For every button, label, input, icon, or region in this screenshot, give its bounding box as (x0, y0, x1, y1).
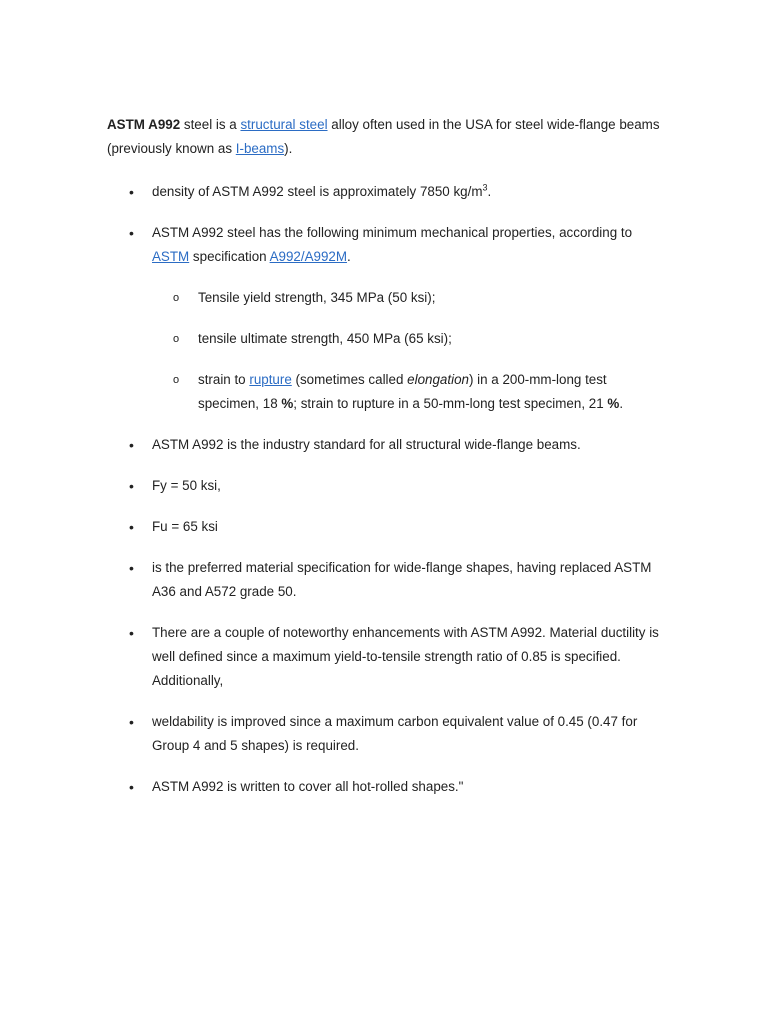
mechanical-text-2: specification (189, 249, 270, 264)
bullet-marker: • (129, 560, 134, 576)
sub-bullet-marker: o (173, 292, 180, 304)
mechanical-sub-list (152, 286, 667, 416)
sub-bullet-marker: o (173, 374, 180, 386)
rupture-link[interactable]: rupture (249, 372, 292, 387)
ultimate-strength-text: tensile ultimate strength, 450 MPa (65 ksi); (198, 331, 452, 346)
intro-text-2: alloy often used in the USA for steel wide-flange beams (previously known as (107, 117, 660, 156)
fy-text: Fy = 50 ksi, (152, 478, 221, 493)
mechanical-text-3: . (347, 249, 351, 264)
hot-rolled-text: ASTM A992 is written to cover all hot-rolled shapes." (152, 779, 464, 794)
density-text: density of ASTM A992 steel is approximately 7850 kg/m (152, 184, 483, 199)
list-item-hot-rolled (107, 775, 667, 799)
list-item-weldability (107, 710, 667, 758)
intro-text-1: steel is a (180, 117, 241, 132)
list-item-industry-standard (107, 433, 667, 457)
yield-strength-text: Tensile yield strength, 345 MPa (50 ksi); (198, 290, 436, 305)
strain-text-4: ; strain to rupture in a 50-mm-long test specimen, 21 (293, 396, 608, 411)
sub-item-strain-to-rupture (152, 368, 667, 416)
percent-sign: % (281, 396, 294, 411)
bullet-marker: • (129, 478, 134, 494)
enhancements-text: There are a couple of noteworthy enhancements with ASTM A992. Material ductility is well defined since a maximum yield-to-tensile strength ratio of 0.85 is specified. Additionally, (152, 625, 659, 688)
weldability-text: weldability is improved since a maximum carbon equivalent value of 0.45 (0.47 for Group 4 and 5 shapes) is required. (152, 714, 638, 753)
bullet-marker: • (129, 519, 134, 535)
preferred-material-text: is the preferred material specification for wide-flange shapes, having replaced ASTM A36 and A572 grade 50. (152, 560, 652, 599)
list-item-enhancements (107, 621, 667, 693)
sub-item-yield-strength (152, 286, 667, 310)
bullet-marker: • (129, 779, 134, 795)
astm-link[interactable]: ASTM (152, 249, 190, 264)
i-beams-link[interactable]: I-beams (235, 141, 285, 156)
list-item-preferred-material (107, 556, 667, 604)
bullet-marker: • (129, 225, 134, 241)
list-item-mechanical-properties (107, 221, 667, 416)
industry-standard-text: ASTM A992 is the industry standard for all structural wide-flange beams. (152, 437, 581, 452)
list-item-fu (107, 515, 667, 539)
percent-sign: % (607, 396, 620, 411)
fu-text: Fu = 65 ksi (152, 519, 218, 534)
density-end: . (487, 184, 492, 199)
intro-text-3: ). (284, 141, 293, 156)
bullet-marker: • (129, 184, 134, 200)
strain-text-3: ) in a 200-mm-long test specimen, 18 (198, 372, 607, 411)
properties-list (107, 180, 667, 799)
strain-text-1: strain to (198, 372, 250, 387)
list-item-fy (107, 474, 667, 498)
strain-text-5: . (619, 396, 624, 411)
elongation-italic: elongation (407, 372, 469, 387)
mechanical-text-1: ASTM A992 steel has the following minimum mechanical properties, according to (152, 225, 633, 240)
bullet-marker: • (129, 625, 134, 641)
list-item-density (107, 180, 667, 204)
sub-item-ultimate-strength (152, 327, 667, 351)
bullet-marker: • (129, 437, 134, 453)
document-page (107, 113, 667, 816)
intro-paragraph (107, 113, 667, 161)
sub-bullet-marker: o (173, 333, 180, 345)
a992-spec-link[interactable]: A992/A992M (269, 249, 348, 264)
density-superscript: 3 (482, 182, 488, 193)
bullet-marker: • (129, 714, 134, 730)
structural-steel-link[interactable]: structural steel (240, 117, 328, 132)
strain-text-2: (sometimes called (291, 372, 408, 387)
intro-bold-term: ASTM A992 (107, 117, 181, 132)
